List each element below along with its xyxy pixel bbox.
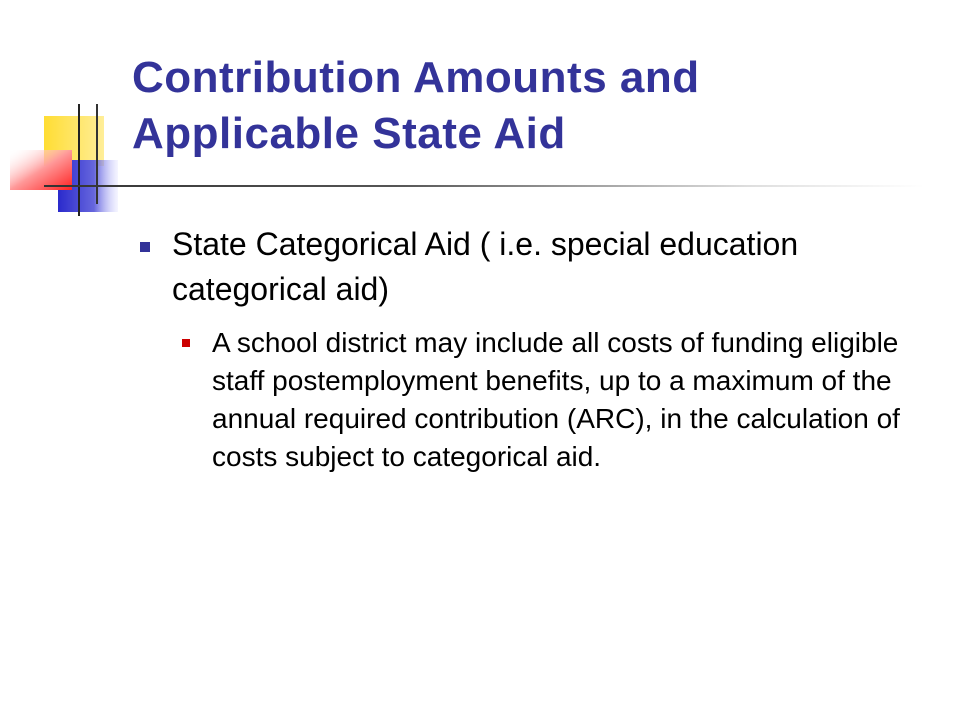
title-underline	[44, 185, 924, 187]
bullet-level-2-text: A school district may include all costs of funding eligible staff postemployment benefits, up to a maximum of the annual required contribution (ARC), in the calculation of costs subject to categorical aid.	[212, 327, 900, 472]
deco-red-fade	[10, 150, 72, 190]
deco-vertical-line-1	[78, 104, 80, 216]
title-line-1: Contribution Amounts and	[132, 53, 700, 102]
bullet-level-1-text: State Categorical Aid ( i.e. special education categorical aid)	[172, 226, 799, 307]
square-bullet-icon	[182, 339, 190, 347]
deco-vertical-line-2	[96, 104, 98, 204]
decorative-corner-graphic	[0, 0, 140, 230]
slide-title	[132, 50, 932, 162]
slide-content	[140, 222, 920, 476]
bullet-level-2	[182, 324, 902, 476]
square-bullet-icon	[140, 242, 150, 252]
bullet-level-1	[140, 222, 920, 312]
title-line-2: Applicable State Aid	[132, 109, 566, 158]
